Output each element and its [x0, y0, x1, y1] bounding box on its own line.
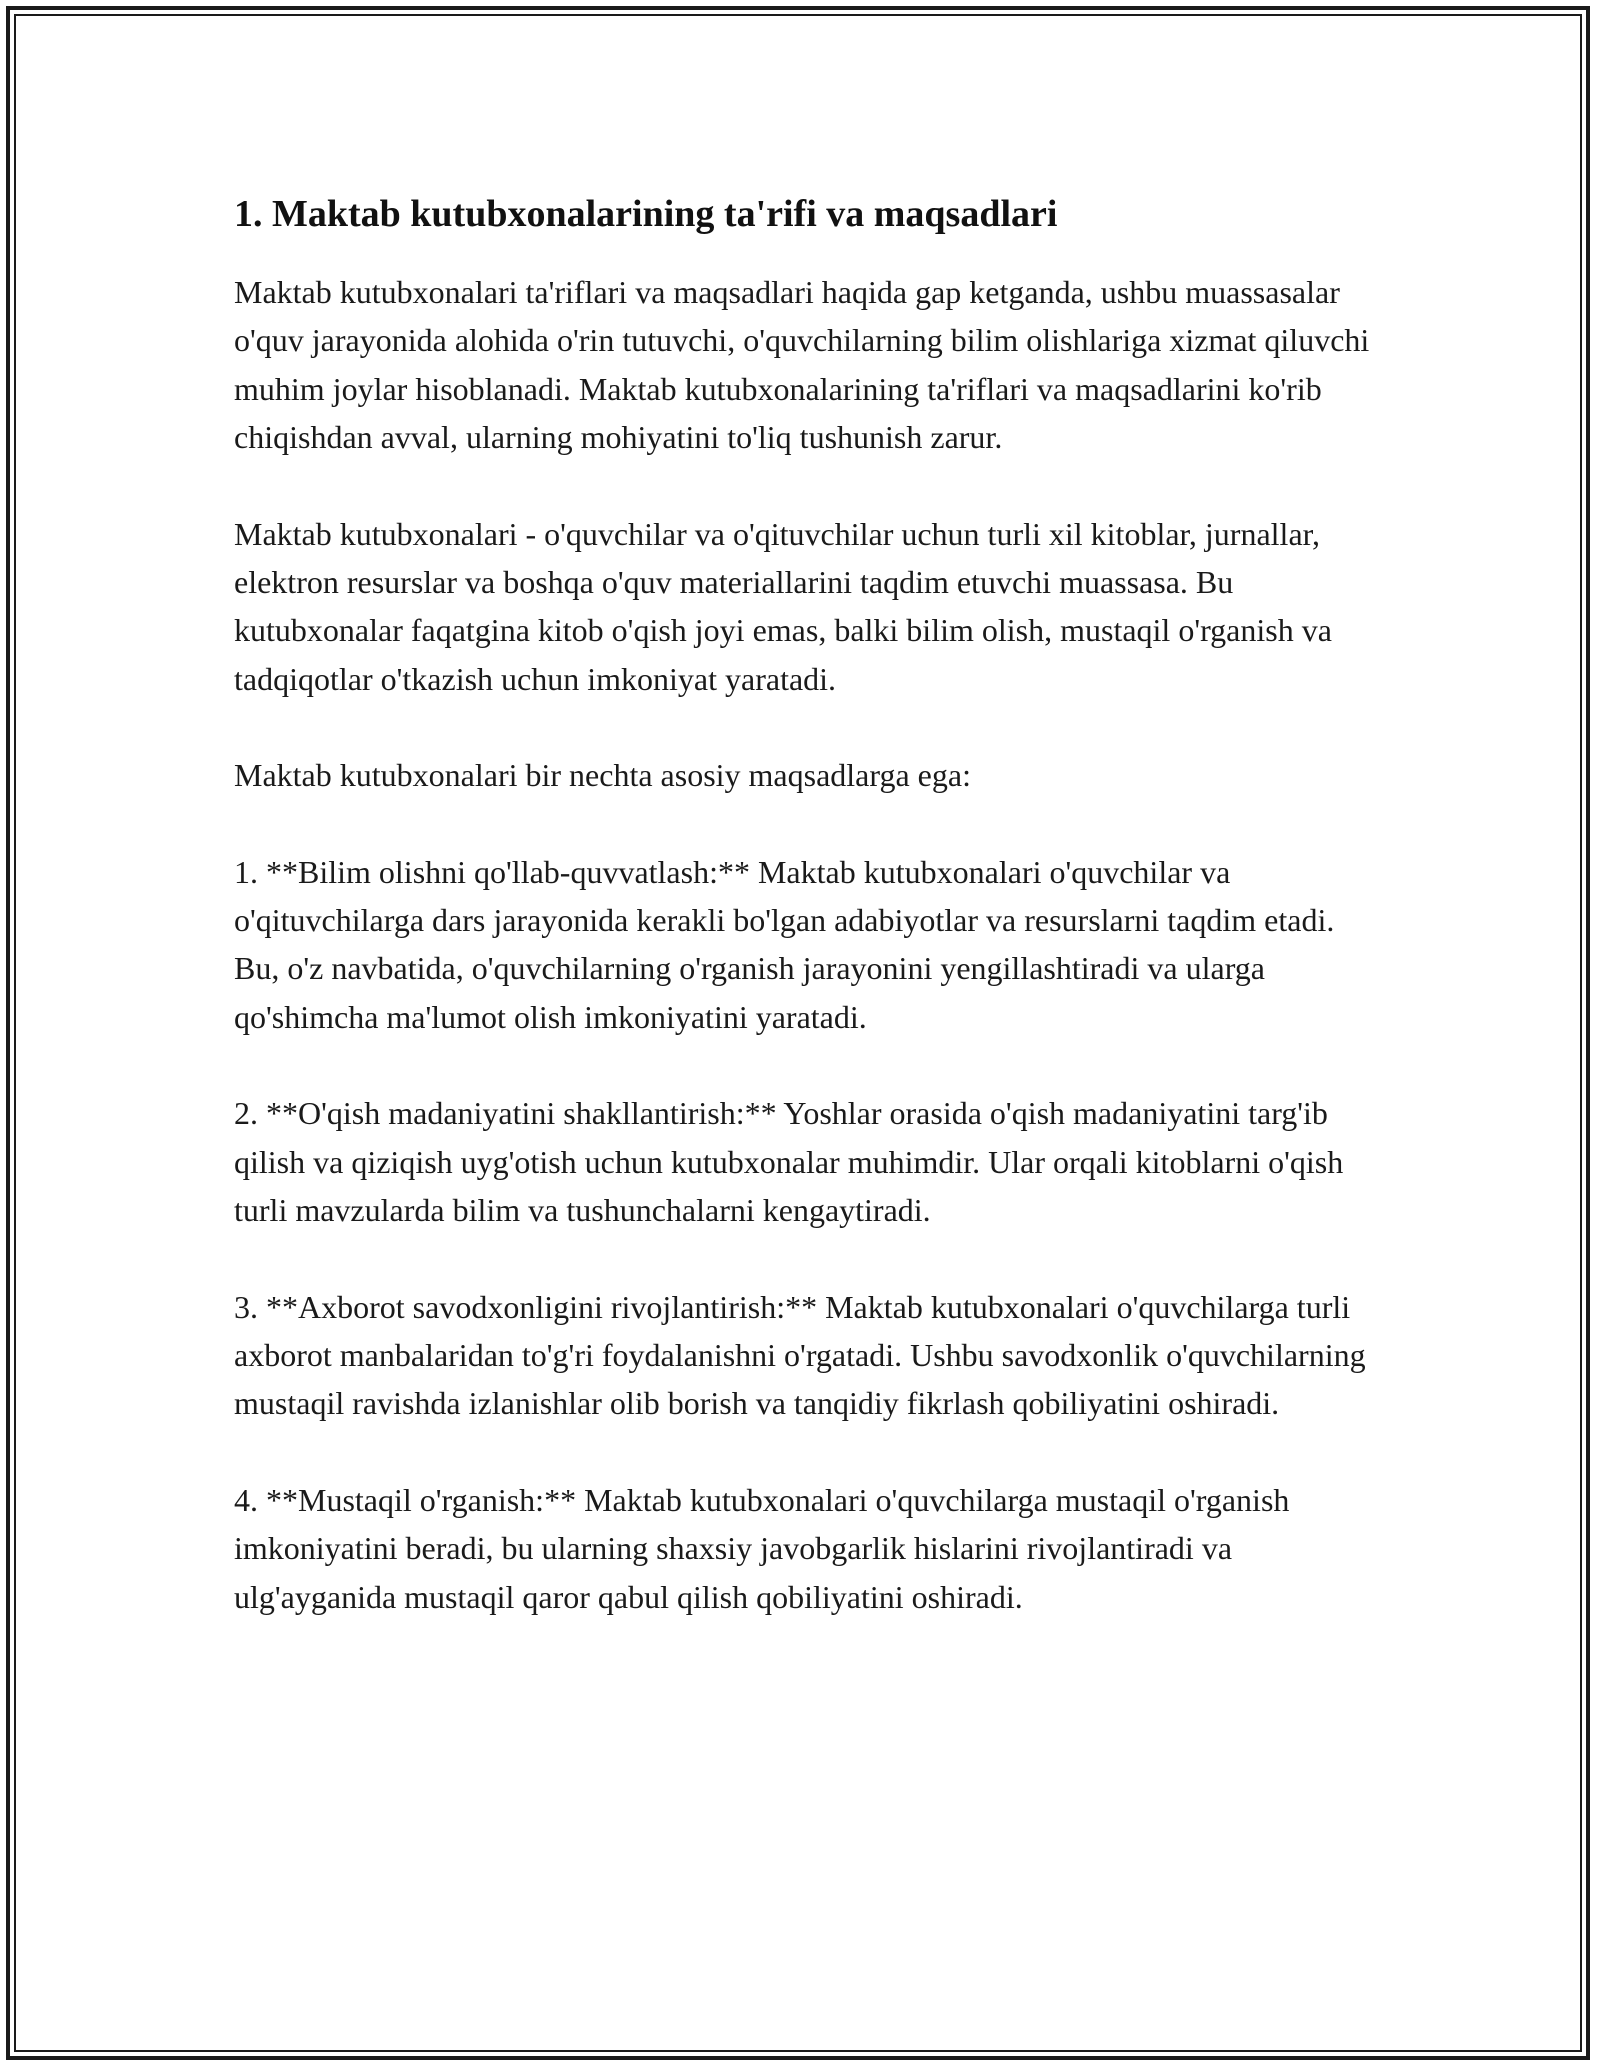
goal-item-1: 1. **Bilim olishni qo'llab-quvvatlash:** Maktab kutubxonalari o'quvchilar va o'qituvchilarga dars jarayonida kerakli bo'lgan adabiyotlar va resurslarni taqdim etadi. Bu, o'z navbatida, o'quvchilarning o'rganish jarayonini yengillashtiradi va ularga qo'shimcha ma'lumot olish imkoniyatini yaratadi. [234, 853, 1335, 1035]
intro-paragraph: Maktab kutubxonalari ta'riflari va maqsadlari haqida gap ketganda, ushbu muassasalar o'quv jarayonida alohida o'rin tutuvchi, o'quvchilarning bilim olishlariga xizmat qiluvchi muhim joylar hisoblanadi. Maktab kutubxonalarining ta'riflari va maqsadlarini ko'rib chiqishdan avval, ularning mohiyatini to'liq tushunish zarur. [234, 274, 1370, 456]
goal-item-3: 3. **Axborot savodxonligini rivojlantirish:** Maktab kutubxonalari o'quvchilarga turli axborot manbalaridan to'g'ri foydalanishni o'rgatadi. Ushbu savodxonlik o'quvchilarning mustaqil ravishda izlanishlar olib borish va tanqidiy fikrlash qobiliyatini oshiradi. [234, 1288, 1366, 1422]
document-body [234, 186, 1374, 1669]
goal-item-2: 2. **O'qish madaniyatini shakllantirish:** Yoshlar orasida o'qish madaniyatini targ'ib qilish va qiziqish uyg'otish uchun kutubxonalar muhimdir. Ular orqali kitoblarni o'qish turli mavzularda bilim va tushunchalarni kengaytiradi. [234, 1095, 1344, 1229]
definition-paragraph: Maktab kutubxonalari - o'quvchilar va o'qituvchilar uchun turli xil kitoblar, jurnallar, elektron resurslar va boshqa o'quv materiallarini taqdim etuvchi muassasa. Bu kutubxonalar faqatgina kitob o'qish joyi emas, balki bilim olish, mustaqil o'rganish va tadqiqotlar o'tkazish uchun imkoniyat yaratadi. [234, 515, 1332, 697]
goal-item-4: 4. **Mustaqil o'rganish:** Maktab kutubxonalari o'quvchilarga mustaqil o'rganish imkoniyatini beradi, bu ularning shaxsiy javobgarlik hislarini rivojlantiradi va ulg'ayganida mustaqil qaror qabul qilish qobiliyatini oshiradi. [234, 1481, 1290, 1615]
section-heading: 1. Maktab kutubxonalarining ta'rifi va maqsadlari [234, 193, 1058, 235]
goals-intro-paragraph: Maktab kutubxonalari bir nechta asosiy maqsadlarga ega: [234, 757, 971, 794]
